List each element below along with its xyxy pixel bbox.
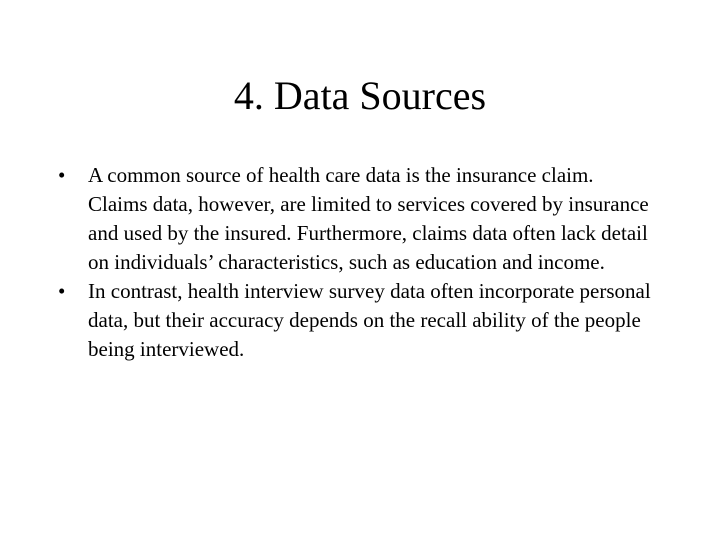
bullet-icon: • [58,279,66,303]
bullet-icon: • [58,163,66,187]
bullet-item [58,161,658,277]
bullet-item [58,277,658,364]
bullet-text: A common source of health care data is the insurance claim. Claims data, however, are limited to services covered by insurance and used by the insured. Furthermore, claims data often lack detail on individuals’ characteristics, such as education and income. [88,163,649,274]
bullet-text: In contrast, health interview survey data often incorporate personal data, but their accuracy depends on the recall ability of the people being interviewed. [88,279,651,361]
slide-title: 4. Data Sources [233,73,487,118]
bullet-list [58,161,658,364]
